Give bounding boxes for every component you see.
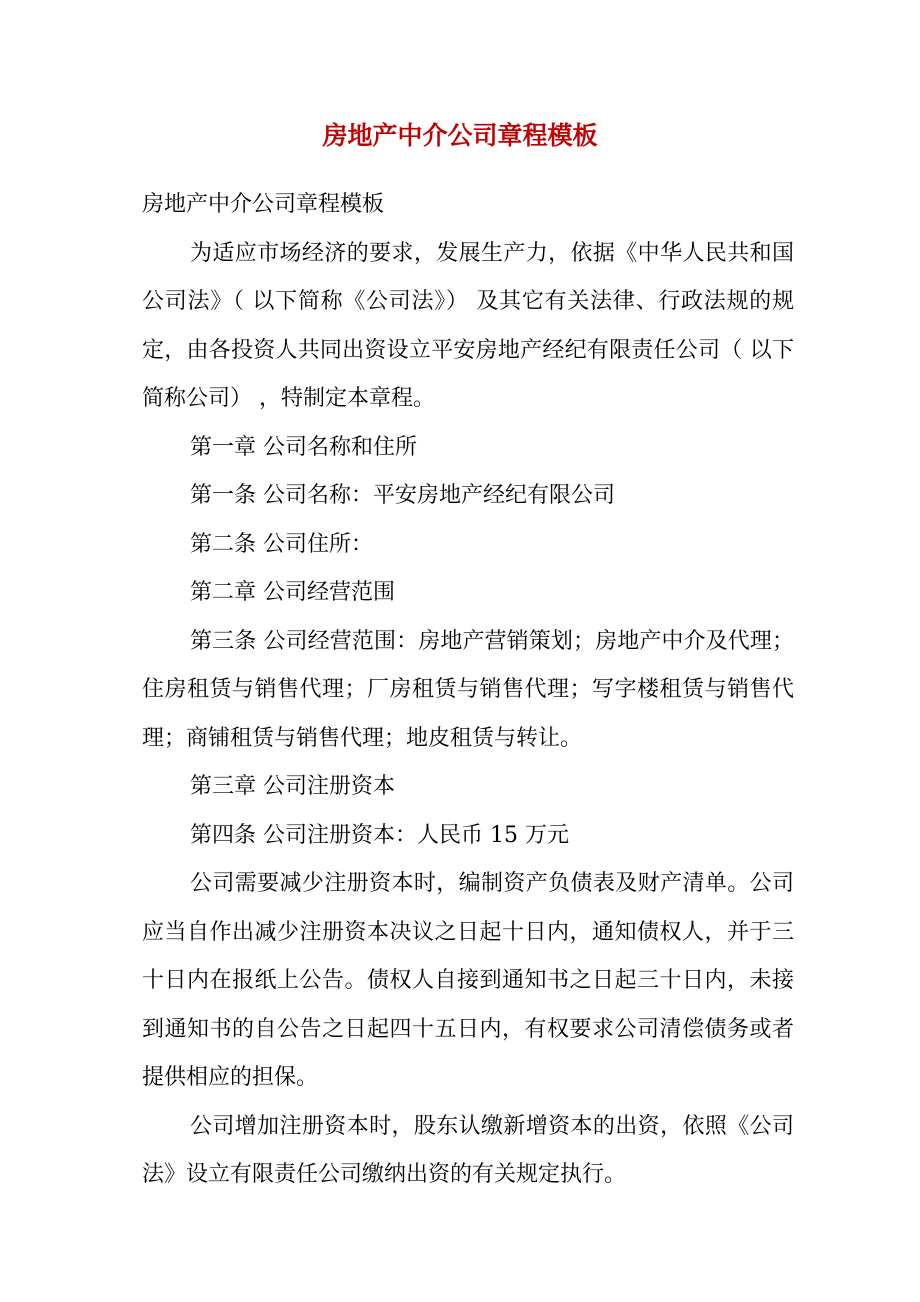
paragraph-capital-reduction: 公司需要减少注册资本时，编制资产负债表及财产清单。公司应当自作出减少注册资本决议之日起十日内，通知债权人，并于三十日内在报纸上公告。债权人自接到通知书之日起三十日内，未接到通知书的自公告之日起四十五日内，有权要求公司清偿债务或者提供相应的担保。 <box>142 871 794 1090</box>
chapter-1-heading: 第一章 公司名称和住所 <box>190 434 417 460</box>
article-2: 第二条 公司住所： <box>190 531 373 557</box>
paragraph-capital-increase: 公司增加注册资本时，股东认缴新增资本的出资，依照《公司法》设立有限责任公司缴纳出资的有关规定执行。 <box>142 1113 794 1187</box>
paragraph-heading: 房地产中介公司章程模板 <box>142 192 385 217</box>
chapter-3-heading: 第三章 公司注册资本 <box>190 774 395 799</box>
article-3: 第三条 公司经营范围：房地产营销策划；房地产中介及代理；住房租赁与销售代理；厂房租赁与销售代理；写字楼租赁与销售代理；商铺租赁与销售代理；地皮租赁与转让。 <box>142 628 794 751</box>
article-1: 第一条 公司名称：平安房地产经纪有限公司 <box>190 483 615 508</box>
paragraph-preamble: 为适应市场经济的要求，发展生产力，依据《中华人民共和国公司法》（ 以下简称《公司法》） 及其它有关法律、行政法规的规定，由各投资人共同出资设立平安房地产经纪有限责任公司（ 以下简称公司） ，特制定本章程。 <box>142 240 794 411</box>
document-body <box>142 181 794 1200</box>
chapter-2-heading: 第二章 公司经营范围 <box>190 580 395 605</box>
article-4: 第四条 公司注册资本：人民币 15 万元 <box>190 822 569 848</box>
document-title: 房地产中介公司章程模板 <box>322 121 598 150</box>
